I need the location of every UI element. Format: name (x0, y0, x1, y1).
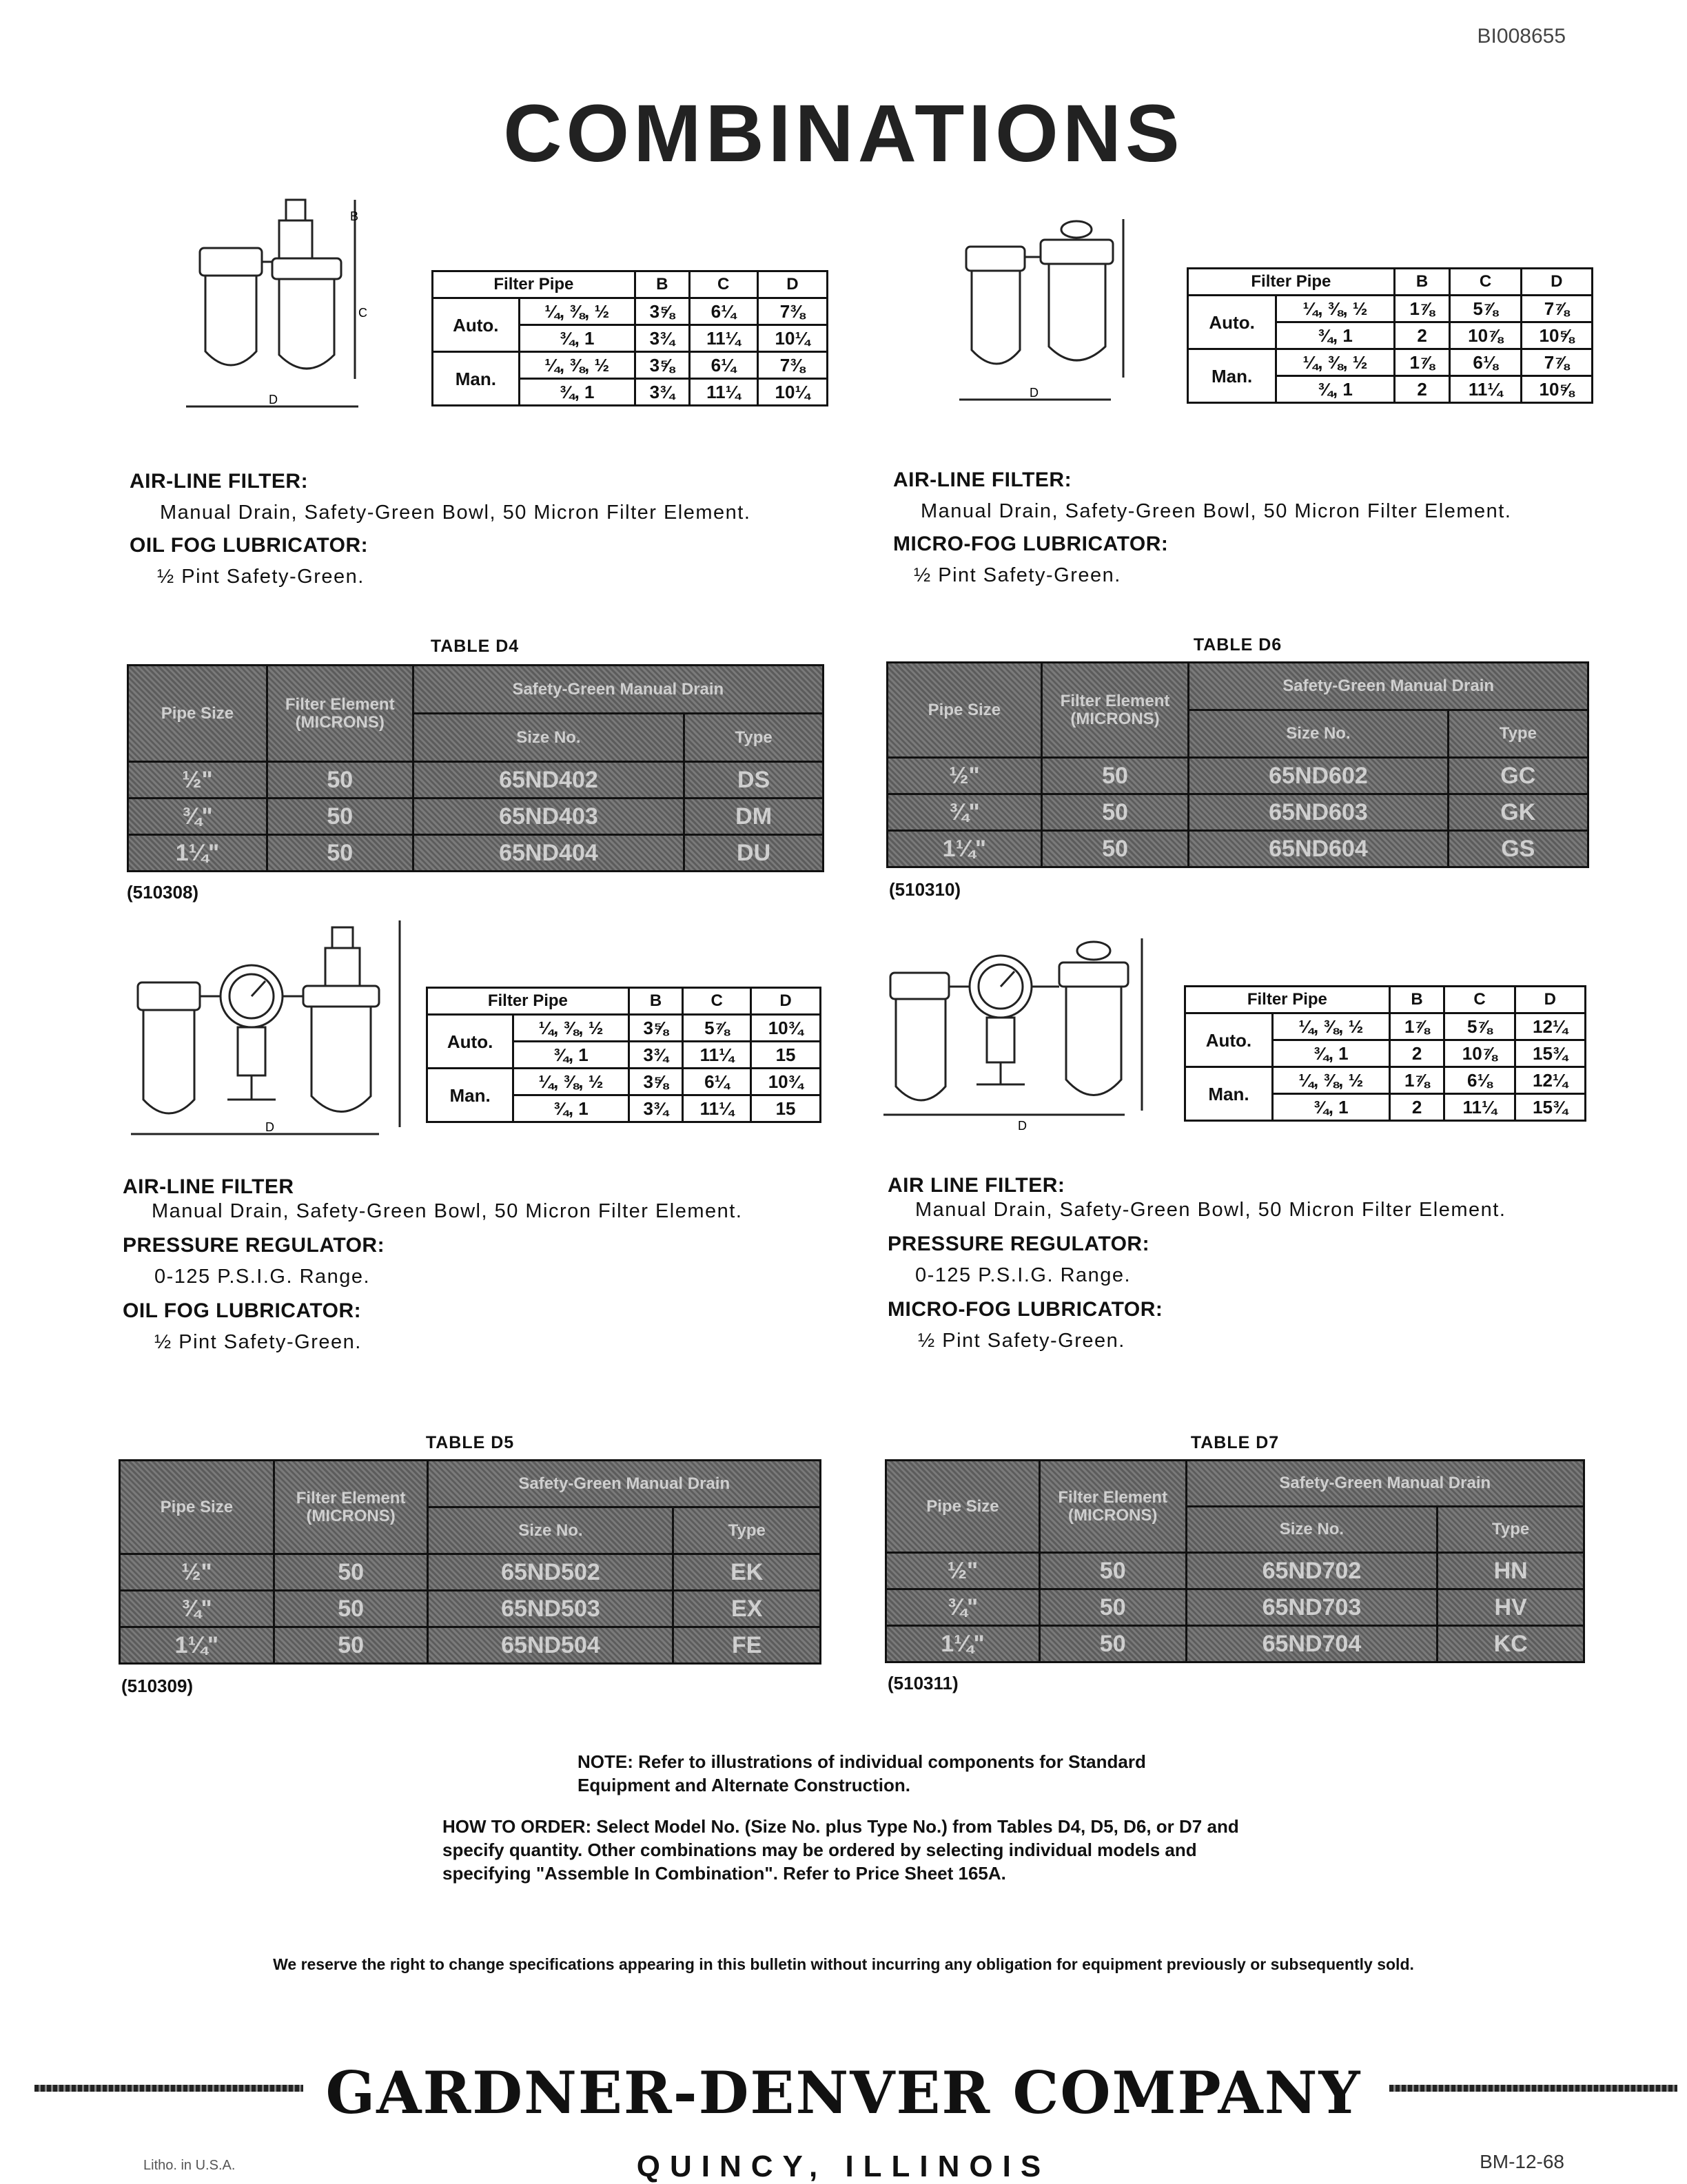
safety-green-header: Safety-Green Manual Drain (1186, 1461, 1584, 1507)
safety-green-header: Safety-Green Manual Drain (413, 666, 823, 714)
b-header: B (635, 271, 689, 298)
size-no-header: Size No. (428, 1507, 673, 1554)
component-description: ½ Pint Safety-Green. (918, 1330, 1125, 1352)
micron-cell: 50 (267, 762, 413, 799)
pipe-size-cell: 1¼" (888, 831, 1042, 867)
filter-lubricator-illustration (186, 193, 386, 424)
size-no-cell: 65ND603 (1189, 794, 1448, 831)
table-title: TABLE D7 (1190, 1433, 1280, 1452)
auto-label: Auto. (433, 298, 520, 352)
type-cell: KC (1438, 1626, 1584, 1662)
note-text: NOTE: Refer to illustrations of individual components for Standard Equipment and Alternate Construction. (577, 1751, 1146, 1795)
type-cell: DS (684, 762, 824, 799)
d-header: D (757, 271, 827, 298)
c-cell: 5⅞ (1444, 1013, 1515, 1040)
dimensions-table (1184, 985, 1586, 1122)
type-cell: DM (684, 799, 824, 835)
pipe-size-cell: ¾" (886, 1589, 1040, 1626)
pipe-cell: ¼, ⅜, ½ (1276, 296, 1395, 322)
d-cell: 15 (751, 1042, 821, 1069)
pipe-size-cell: 1¼" (120, 1627, 274, 1664)
table-title: TABLE D6 (1193, 635, 1282, 655)
component-list (123, 1175, 846, 1354)
d-cell: 7⅜ (757, 352, 827, 379)
component-heading: AIR-LINE FILTER: (130, 470, 309, 493)
micron-cell: 50 (267, 799, 413, 835)
c-cell: 6⅛ (1450, 349, 1521, 376)
c-cell: 11¼ (689, 379, 757, 406)
svg-text:D: D (269, 393, 278, 406)
svg-text:D: D (265, 1120, 274, 1134)
c-header: C (683, 988, 751, 1015)
pipe-cell: ¼, ⅜, ½ (1272, 1067, 1389, 1094)
size-no-cell: 65ND604 (1189, 831, 1448, 867)
type-cell: EX (673, 1591, 821, 1627)
pipe-size-cell: 1¼" (128, 835, 267, 872)
type-cell: EK (673, 1554, 821, 1591)
b-cell: 3¾ (628, 1095, 683, 1122)
size-no-header: Size No. (1186, 1507, 1438, 1553)
pipe-size-cell: 1¼" (886, 1626, 1040, 1662)
micron-cell: 50 (1039, 1553, 1186, 1589)
svg-text:D: D (1030, 386, 1039, 400)
type-cell: FE (673, 1627, 821, 1664)
filter-element-header: Filter Element (MICRONS) (1041, 663, 1189, 758)
dimensions-table (426, 987, 821, 1123)
size-no-cell: 65ND403 (413, 799, 684, 835)
b-cell: 2 (1389, 1094, 1444, 1121)
document-id: BI008655 (1477, 25, 1566, 48)
component-description: Manual Drain, Safety-Green Bowl, 50 Micron Filter Element. (152, 1200, 743, 1222)
printed-in: Litho. in U.S.A. (143, 2158, 236, 2173)
c-cell: 10⅞ (1450, 322, 1521, 349)
bulletin-code: BM-12-68 (1480, 2151, 1564, 2172)
micron-cell: 50 (1041, 831, 1189, 867)
component-heading: AIR-LINE FILTER (123, 1175, 294, 1198)
c-header: C (689, 271, 757, 298)
pipe-cell: ¾, 1 (1272, 1040, 1389, 1067)
c-cell: 11¼ (683, 1095, 751, 1122)
d-cell: 15¾ (1515, 1040, 1585, 1067)
size-no-cell: 65ND602 (1189, 758, 1448, 794)
b-cell: 3¾ (628, 1042, 683, 1069)
c-cell: 5⅞ (683, 1015, 751, 1042)
d-cell: 10⅝ (1521, 376, 1592, 403)
b-cell: 3⅝ (628, 1015, 683, 1042)
c-cell: 6¼ (689, 352, 757, 379)
d-cell: 15 (751, 1095, 821, 1122)
pipe-size-header: Pipe Size (120, 1461, 274, 1554)
pipe-cell: ¼, ⅜, ½ (513, 1015, 629, 1042)
pipe-cell: ¾, 1 (1272, 1094, 1389, 1121)
d-cell: 12¼ (1515, 1013, 1585, 1040)
micron-cell: 50 (274, 1591, 428, 1627)
b-cell: 3¾ (635, 325, 689, 352)
d-cell: 10¼ (757, 325, 827, 352)
size-no-cell: 65ND702 (1186, 1553, 1438, 1589)
pipe-cell: ¼, ⅜, ½ (513, 1069, 629, 1095)
c-cell: 5⅞ (1450, 296, 1521, 322)
c-cell: 10⅞ (1444, 1040, 1515, 1067)
pipe-cell: ¾, 1 (513, 1095, 629, 1122)
model-table (119, 1459, 821, 1665)
b-header: B (1389, 987, 1444, 1013)
b-cell: 1⅞ (1389, 1067, 1444, 1094)
filter-element-header: Filter Element (MICRONS) (267, 666, 413, 762)
part-number: (510308) (127, 882, 199, 903)
pipe-size-cell: ½" (120, 1554, 274, 1591)
b-cell: 2 (1394, 376, 1450, 403)
micron-cell: 50 (274, 1554, 428, 1591)
table-title: TABLE D5 (425, 1433, 515, 1452)
pipe-size-cell: ¾" (128, 799, 267, 835)
pipe-cell: ¾, 1 (1276, 322, 1395, 349)
d-cell: 7⅜ (757, 298, 827, 325)
auto-label: Auto. (427, 1015, 513, 1069)
model-table (885, 1459, 1585, 1663)
b-cell: 1⅞ (1394, 296, 1450, 322)
pipe-size-cell: ¾" (888, 794, 1042, 831)
filter-pipe-header: Filter Pipe (1185, 987, 1390, 1013)
b-cell: 3⅝ (635, 298, 689, 325)
b-cell: 1⅞ (1389, 1013, 1444, 1040)
type-cell: HV (1438, 1589, 1584, 1626)
dimensions-table (1187, 267, 1593, 404)
how-to-order-text: HOW TO ORDER: Select Model No. (Size No. plus Type No.) from Tables D4, D5, D6, or D7 and specify quantity. Other combinations may be ordered by selecting individual models and specifying "Assemble In Combination". Refer to Price Sheet 165A. (442, 1816, 1239, 1884)
b-cell: 3⅝ (628, 1069, 683, 1095)
micron-cell: 50 (267, 835, 413, 872)
man-label: Man. (1185, 1067, 1273, 1121)
type-header: Type (673, 1507, 821, 1554)
micron-cell: 50 (274, 1627, 428, 1664)
component-description: Manual Drain, Safety-Green Bowl, 50 Micron Filter Element. (160, 502, 751, 524)
company-city: QUINCY, ILLINOIS (636, 2150, 1051, 2183)
component-heading: PRESSURE REGULATOR: (123, 1234, 385, 1257)
b-cell: 3⅝ (635, 352, 689, 379)
part-number: (510309) (121, 1676, 194, 1696)
d-header: D (1521, 269, 1592, 296)
c-cell: 6¼ (689, 298, 757, 325)
d-cell: 10¾ (751, 1015, 821, 1042)
pipe-cell: ¾, 1 (519, 379, 635, 406)
part-number: (510310) (889, 879, 961, 900)
micron-cell: 50 (1041, 758, 1189, 794)
filter-microfog-illustration (959, 219, 1145, 422)
filter-element-header: Filter Element (MICRONS) (1039, 1461, 1186, 1553)
component-heading: PRESSURE REGULATOR: (888, 1233, 1150, 1255)
component-description: Manual Drain, Safety-Green Bowl, 50 Micron Filter Element. (915, 1199, 1506, 1221)
type-header: Type (1438, 1507, 1584, 1553)
component-description: ½ Pint Safety-Green. (914, 564, 1121, 586)
safety-green-header: Safety-Green Manual Drain (1189, 663, 1588, 710)
pipe-size-header: Pipe Size (886, 1461, 1040, 1553)
size-no-cell: 65ND704 (1186, 1626, 1438, 1662)
component-heading: OIL FOG LUBRICATOR: (130, 534, 369, 557)
component-heading: MICRO-FOG LUBRICATOR: (893, 533, 1169, 555)
c-cell: 6⅛ (1444, 1067, 1515, 1094)
d-cell: 15¾ (1515, 1094, 1585, 1121)
filter-regulator-microfog-illustration (883, 938, 1159, 1142)
pipe-cell: ¼, ⅜, ½ (519, 298, 635, 325)
type-header: Type (1448, 710, 1588, 758)
filter-regulator-lubricator-illustration (131, 920, 420, 1151)
pipe-size-cell: ½" (128, 762, 267, 799)
component-description: 0-125 P.S.I.G. Range. (915, 1264, 1132, 1286)
size-no-header: Size No. (1189, 710, 1448, 758)
d-cell: 7⅞ (1521, 349, 1592, 376)
b-cell: 3¾ (635, 379, 689, 406)
type-cell: DU (684, 835, 824, 872)
filter-pipe-header: Filter Pipe (1188, 269, 1395, 296)
c-header: C (1450, 269, 1521, 296)
auto-label: Auto. (1188, 296, 1276, 349)
pipe-size-header: Pipe Size (888, 663, 1042, 758)
man-label: Man. (1188, 349, 1276, 403)
pipe-cell: ¼, ⅜, ½ (1272, 1013, 1389, 1040)
size-no-header: Size No. (413, 714, 684, 762)
size-no-cell: 65ND504 (428, 1627, 673, 1664)
component-description: Manual Drain, Safety-Green Bowl, 50 Micron Filter Element. (921, 500, 1512, 522)
size-no-cell: 65ND502 (428, 1554, 673, 1591)
component-heading: AIR-LINE FILTER: (893, 468, 1072, 491)
type-header: Type (684, 714, 824, 762)
d-cell: 10¾ (751, 1069, 821, 1095)
pipe-cell: ¾, 1 (1276, 376, 1395, 403)
size-no-cell: 65ND703 (1186, 1589, 1438, 1626)
svg-text:C: C (358, 306, 367, 320)
b-header: B (628, 988, 683, 1015)
component-heading: MICRO-FOG LUBRICATOR: (888, 1298, 1163, 1321)
page-title: COMBINATIONS (503, 88, 1184, 179)
d-cell: 7⅞ (1521, 296, 1592, 322)
c-cell: 11¼ (1450, 376, 1521, 403)
type-cell: HN (1438, 1553, 1584, 1589)
pipe-cell: ¼, ⅜, ½ (519, 352, 635, 379)
filter-pipe-header: Filter Pipe (427, 988, 629, 1015)
size-no-cell: 65ND404 (413, 835, 684, 872)
d-cell: 12¼ (1515, 1067, 1585, 1094)
d-header: D (1515, 987, 1585, 1013)
pipe-cell: ¾, 1 (513, 1042, 629, 1069)
part-number: (510311) (888, 1673, 959, 1693)
b-cell: 1⅞ (1394, 349, 1450, 376)
b-cell: 2 (1389, 1040, 1444, 1067)
component-list (893, 468, 1617, 587)
micron-cell: 50 (1041, 794, 1189, 831)
pipe-cell: ¾, 1 (519, 325, 635, 352)
component-description: ½ Pint Safety-Green. (157, 566, 365, 588)
svg-text:D: D (1018, 1119, 1027, 1133)
c-cell: 6¼ (683, 1069, 751, 1095)
component-list (888, 1174, 1618, 1352)
safety-green-header: Safety-Green Manual Drain (428, 1461, 821, 1507)
c-cell: 11¼ (683, 1042, 751, 1069)
pipe-size-cell: ¾" (120, 1591, 274, 1627)
type-cell: GS (1448, 831, 1588, 867)
c-cell: 11¼ (1444, 1094, 1515, 1121)
man-label: Man. (433, 352, 520, 406)
filter-pipe-header: Filter Pipe (433, 271, 635, 298)
man-label: Man. (427, 1069, 513, 1122)
size-no-cell: 65ND402 (413, 762, 684, 799)
dimensions-table (431, 270, 828, 406)
pipe-size-header: Pipe Size (128, 666, 267, 762)
size-no-cell: 65ND503 (428, 1591, 673, 1627)
d-header: D (751, 988, 821, 1015)
c-header: C (1444, 987, 1515, 1013)
micron-cell: 50 (1039, 1626, 1186, 1662)
table-title: TABLE D4 (430, 637, 520, 656)
filter-element-header: Filter Element (MICRONS) (274, 1461, 428, 1554)
micron-cell: 50 (1039, 1589, 1186, 1626)
component-list (130, 470, 846, 588)
model-table (886, 661, 1589, 868)
disclaimer-text: We reserve the right to change specifications appearing in this bulletin without incurring any obligation for equipment previously or subsequently sold. (273, 1955, 1414, 1973)
d-cell: 10¼ (757, 379, 827, 406)
component-description: ½ Pint Safety-Green. (154, 1331, 362, 1353)
svg-text:B: B (350, 209, 359, 223)
model-table (127, 664, 824, 872)
component-description: 0-125 P.S.I.G. Range. (154, 1266, 371, 1288)
component-heading: AIR LINE FILTER: (888, 1174, 1065, 1197)
pipe-cell: ¼, ⅜, ½ (1276, 349, 1395, 376)
pipe-size-cell: ½" (888, 758, 1042, 794)
d-cell: 10⅝ (1521, 322, 1592, 349)
b-cell: 2 (1394, 322, 1450, 349)
b-header: B (1394, 269, 1450, 296)
auto-label: Auto. (1185, 1013, 1273, 1067)
type-cell: GC (1448, 758, 1588, 794)
component-heading: OIL FOG LUBRICATOR: (123, 1299, 362, 1322)
type-cell: GK (1448, 794, 1588, 831)
c-cell: 11¼ (689, 325, 757, 352)
company-name: GARDNER-DENVER COMPANY (325, 2059, 1362, 2127)
pipe-size-cell: ½" (886, 1553, 1040, 1589)
